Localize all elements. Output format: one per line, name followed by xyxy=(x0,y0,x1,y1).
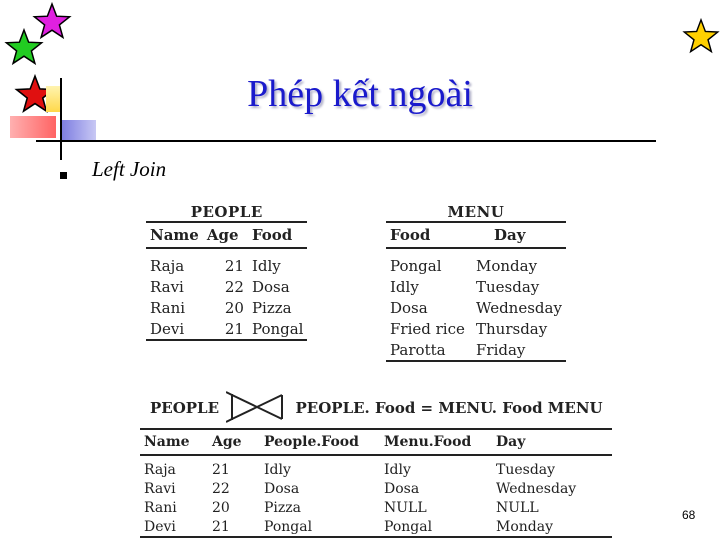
result-cell: Pizza xyxy=(264,499,301,516)
result-cell: 21 xyxy=(208,517,260,537)
menu-cell: Friday xyxy=(472,339,566,361)
table-row xyxy=(146,318,307,340)
people-table xyxy=(146,203,307,341)
menu-cell: Pongal xyxy=(390,256,442,275)
menu-cell: Idly xyxy=(390,277,419,296)
join-left-relation: PEOPLE xyxy=(150,399,220,417)
menu-caption: MENU xyxy=(447,203,505,221)
table-row xyxy=(386,339,566,361)
people-cell: 21 xyxy=(224,256,244,275)
result-cell: 22 xyxy=(212,480,230,497)
menu-header-food: Food xyxy=(386,222,472,248)
result-cell: Dosa xyxy=(264,480,300,497)
people-header-age: Age xyxy=(203,222,248,248)
bullet-text: Left Join xyxy=(92,157,167,181)
page-number: 68 xyxy=(682,508,696,522)
table-row xyxy=(140,479,612,498)
bullet-square-icon xyxy=(60,172,67,179)
result-header-menu-food: Menu.Food xyxy=(380,429,492,455)
table-row xyxy=(146,297,307,318)
menu-cell: Tuesday xyxy=(476,277,540,296)
result-cell: Ravi xyxy=(144,480,176,497)
yellow-star-icon xyxy=(682,18,720,56)
menu-cell: Thursday xyxy=(476,319,548,338)
result-cell: Wednesday xyxy=(496,480,577,497)
people-cell: Pongal xyxy=(248,318,308,340)
people-cell: Rani xyxy=(150,298,186,317)
result-cell: Tuesday xyxy=(496,461,556,478)
table-row xyxy=(140,455,612,479)
result-cell: 21 xyxy=(212,461,230,478)
result-header-name: Name xyxy=(140,429,208,455)
result-cell: NULL xyxy=(384,499,427,516)
result-cell: Dosa xyxy=(384,480,420,497)
people-cell: Devi xyxy=(146,318,203,340)
menu-cell: Dosa xyxy=(390,298,428,317)
table-row xyxy=(386,318,566,339)
result-cell: Pongal xyxy=(260,517,380,537)
table-row xyxy=(140,517,612,537)
people-cell: Idly xyxy=(251,256,281,275)
join-expression xyxy=(150,390,603,428)
result-header-day: Day xyxy=(492,429,612,455)
result-cell: 20 xyxy=(212,499,230,516)
menu-header-day: Day xyxy=(472,222,566,248)
result-header-people-food: People.Food xyxy=(260,429,380,455)
people-header-food: Food xyxy=(248,222,308,248)
menu-header-row xyxy=(386,222,566,248)
result-header-age: Age xyxy=(208,429,260,455)
people-header-name: Name xyxy=(146,222,203,248)
title-underline xyxy=(36,140,656,142)
people-caption: PEOPLE xyxy=(190,203,263,221)
people-cell: 21 xyxy=(203,318,248,340)
green-star-icon xyxy=(4,28,44,68)
table-row xyxy=(386,248,566,276)
result-cell: Idly xyxy=(264,461,291,478)
left-outer-join-icon xyxy=(226,390,288,428)
people-cell: Dosa xyxy=(251,277,290,296)
people-cell: Ravi xyxy=(150,277,184,296)
result-cell: Monday xyxy=(492,517,612,537)
join-condition: PEOPLE. Food = MENU. Food MENU xyxy=(295,399,603,417)
result-cell: Raja xyxy=(144,461,176,478)
table-row xyxy=(146,276,307,297)
result-table xyxy=(140,428,612,538)
menu-cell: Wednesday xyxy=(476,298,562,317)
decor-bar-red xyxy=(10,116,56,138)
menu-cell: Fried rice xyxy=(390,319,465,338)
table-row xyxy=(386,297,566,318)
people-cell: 22 xyxy=(224,277,244,296)
result-cell: Pongal xyxy=(380,517,492,537)
menu-cell: Monday xyxy=(476,256,538,275)
table-row xyxy=(386,276,566,297)
table-row xyxy=(140,498,612,517)
menu-cell: Parotta xyxy=(386,339,472,361)
menu-table xyxy=(386,203,566,362)
slide-title: Phép kết ngoài xyxy=(247,73,473,115)
decor-bar-blue xyxy=(60,120,96,142)
people-cell: Raja xyxy=(150,256,185,275)
people-header-row xyxy=(146,222,307,248)
result-cell: Idly xyxy=(384,461,411,478)
people-cell: 20 xyxy=(224,298,244,317)
result-cell: Devi xyxy=(140,517,208,537)
result-cell: Rani xyxy=(144,499,177,516)
result-header-row xyxy=(140,429,612,455)
result-cell: NULL xyxy=(496,499,539,516)
table-row xyxy=(146,248,307,276)
people-cell: Pizza xyxy=(251,298,292,317)
